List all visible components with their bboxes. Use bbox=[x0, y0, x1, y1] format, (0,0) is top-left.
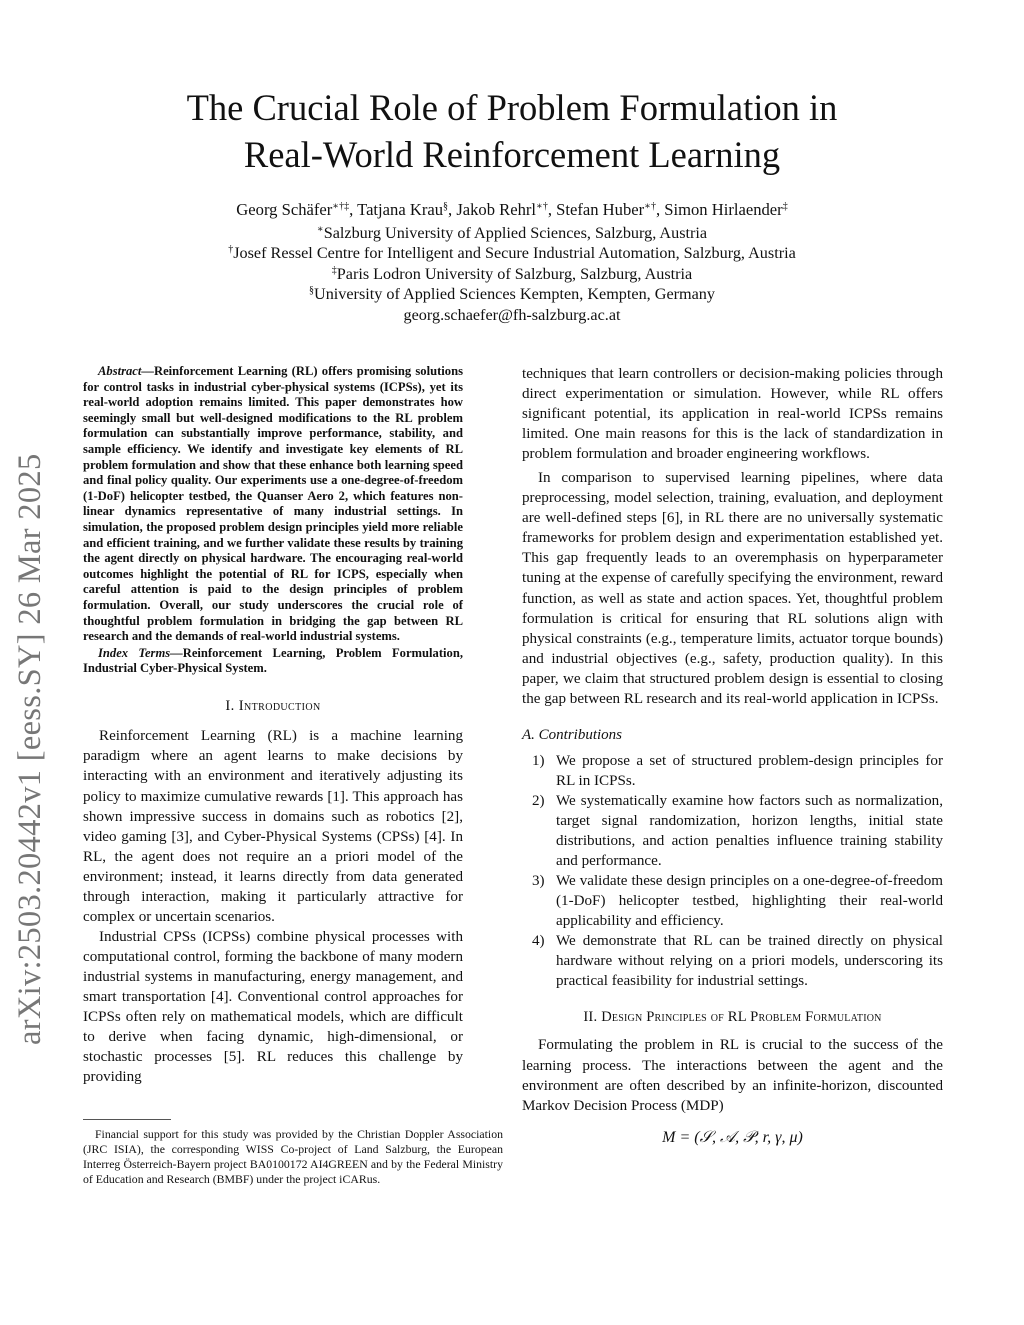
contribution-number: 3) bbox=[532, 873, 545, 890]
contribution-text: We systematically examine how factors such as normalization, target signal randomization, horizon lengths, initial state distributions, and action penalties influence training stability and performance. bbox=[556, 792, 943, 870]
affiliation-mark: ∗ bbox=[316, 223, 324, 235]
section-heading-design-principles: II. Design Principles of RL Problem Formulation bbox=[583, 1009, 882, 1026]
abstract-label: Abstract— bbox=[98, 364, 154, 378]
intro-paragraph-2: Industrial CPSs (ICPSs) combine physical processes with computational control, forming the backbone of many modern industrial systems in manufacturing, energy management, and smart transportation [4]. Conventional control approaches for ICPSs often rely on mathematical models, which are difficult to derive when facing dynamic, high-dimensional, or stochastic processes [5]. RL reduces this challenge by providing bbox=[83, 928, 463, 1086]
contribution-item bbox=[522, 871, 943, 931]
author-name: Simon Hirlaender bbox=[664, 200, 783, 219]
contributions-list bbox=[522, 751, 943, 992]
author-name: Georg Schäfer bbox=[236, 200, 333, 219]
contribution-text: We demonstrate that RL can be trained directly on physical hardware without relying on a priori models, underscoring its practical feasibility for industrial settings. bbox=[556, 933, 943, 990]
affiliation-text: Josef Ressel Centre for Intelligent and Secure Industrial Automation, Salzburg, Austria bbox=[233, 244, 796, 262]
right-paragraph-2: In comparison to supervised learning pipelines, where data preprocessing, model selection, training, evaluation, and deployment are well-defined steps [6], in RL there are no universally systematic frameworks for problem design and experimentation established yet. This gap frequently leads to an overemphasis on hyperparameter tuning at the expense of carefully specifying the environment, reward function, as well as state and action spaces. Yet, thoughtful problem formulation is critical for ensuring that RL solutions align with physical constraints (e.g., temperature limits, actuator torque bounds) and industrial objectives (e.g., safety, production quality). In this paper, we claim that structured problem design is essential to closing the gap between RL research and its real-world application in ICPSs. bbox=[522, 470, 943, 707]
index-terms bbox=[83, 646, 463, 677]
contribution-number: 1) bbox=[532, 752, 545, 769]
author-affiliation-marks: ‡ bbox=[782, 201, 788, 212]
section-heading-introduction: I. Introduction bbox=[225, 697, 321, 714]
introduction-body bbox=[83, 726, 463, 1087]
affiliation-line bbox=[100, 243, 924, 264]
affiliation-line bbox=[100, 284, 924, 305]
abstract bbox=[83, 364, 463, 645]
author-separator: , bbox=[547, 200, 557, 219]
subsection-heading-contributions: A. Contributions bbox=[522, 726, 623, 743]
affiliation-list bbox=[100, 223, 924, 305]
footnote-rule bbox=[83, 1119, 171, 1120]
left-column bbox=[83, 364, 463, 1087]
contribution-number: 4) bbox=[532, 933, 545, 950]
contribution-text: We propose a set of structured problem-design principles for RL in ICPSs. bbox=[556, 752, 943, 789]
affiliation-mark: † bbox=[228, 244, 234, 255]
affiliation-line bbox=[100, 264, 924, 285]
author-affiliation-marks: ∗†‡ bbox=[332, 201, 350, 212]
intro-paragraph-1: Reinforcement Learning (RL) is a machine learning paradigm where an agent learns to make decisions by interacting with an environment and iteratively adjusting its policy to maximize cumulative rewards [1]. This approach has shown impressive success in domains such as robotics [2], video gaming [3], and Cyber-Physical Systems (CPSs) [4]. In RL, the agent does not require an a priori model of the environment; instead, it learns directly from data generated through interaction, making it particularly attractive for complex or uncertain scenarios. bbox=[83, 728, 463, 925]
right-paragraph-1: techniques that learn controllers or decision-making policies through direct experimentation or simulation. However, while RL offers significant potential, its application in real-world ICPSs remains limited. One main reasons for this is the lack of standardization in problem formulation and broader engineering workflows. bbox=[522, 366, 943, 463]
affiliation-text: Salzburg University of Applied Sciences, Salzburg, Austria bbox=[323, 223, 708, 242]
index-terms-label: Index Terms— bbox=[98, 645, 183, 660]
contribution-item bbox=[522, 931, 943, 991]
author-block bbox=[100, 200, 924, 325]
author-affiliation-marks: ∗† bbox=[644, 201, 656, 212]
author-name: Stefan Huber bbox=[556, 200, 645, 219]
contribution-text: We validate these design principles on a one-degree-of-freedom (1-DoF) helicopter testbed, highlighting their real-world applicability and efficiency. bbox=[556, 873, 943, 930]
section2-paragraph-1: Formulating the problem in RL is crucial to the success of the learning process. The interactions between the agent and the environment are often described by an infinite-horizon, discounted Markov Decision Process (MDP) bbox=[522, 1037, 943, 1114]
abstract-text: Reinforcement Learning (RL) offers promising solutions for control tasks in industrial cyber-physical systems (ICPSs), yet its real-world adoption remains limited. This paper demonstrates how seemingly small but well-designed modifications to the RL problem formulation can substantially improve performance, stability, and sample efficiency. We identify and investigate key elements of RL problem formulation and show that these enhance both learning speed and final policy quality. Our experiments use a one-degree-of-freedom (1-DoF) helicopter testbed, the Quanser Aero 2, which features non-linear dynamics representative of many industrial settings. In simulation, the proposed problem design principles yield more reliable and efficient training, and we further validate these results by training the agent directly on physical hardware. The encouraging real-world outcomes highlight the potential of RL for ICPS, especially when careful attention is paid to the design principles of problem formulation. Overall, our study underscores the crucial role of thoughtful problem formulation in bridging the gap between RL research and the demands of real-world industrial systems. bbox=[83, 364, 463, 644]
author-separator: , bbox=[448, 200, 457, 219]
author-name: Jakob Rehrl bbox=[456, 200, 537, 219]
author-name: Tatjana Krau bbox=[357, 200, 444, 219]
arxiv-identifier: arXiv:2503.20442v1 [eess.SY] 26 Mar 2025 bbox=[12, 453, 48, 1045]
paper-title bbox=[80, 84, 944, 178]
contribution-number: 2) bbox=[532, 792, 545, 809]
funding-footnote: Financial support for this study was provided by the Christian Doppler Association (JRC ISIA), the corresponding WISS Co-project of Land Salzburg, the European Interreg Österreich-Bayern project BA0100172 AI4GREEN and by the Federal Ministry of Education and Research (BMBF) under the project iCARus. bbox=[83, 1127, 503, 1186]
affiliation-text: University of Applied Sciences Kempten, Kempten, Germany bbox=[314, 285, 715, 303]
author-affiliation-marks: ∗† bbox=[536, 201, 548, 212]
affiliation-line bbox=[100, 223, 924, 244]
affiliation-mark: ‡ bbox=[331, 264, 337, 276]
title-line-2: Real-World Reinforcement Learning bbox=[243, 134, 781, 175]
affiliation-mark: § bbox=[309, 285, 314, 296]
mdp-equation: M = (𝒮, 𝒜, 𝒫, r, γ, μ) bbox=[662, 1128, 803, 1146]
contribution-item bbox=[522, 791, 943, 871]
author-email: georg.schaefer@fh-salzburg.ac.at bbox=[403, 305, 621, 324]
right-column bbox=[522, 364, 943, 1148]
affiliation-text: Paris Lodron University of Salzburg, Salzburg, Austria bbox=[336, 264, 693, 283]
author-affiliation-marks: § bbox=[443, 201, 449, 212]
author-separator: , bbox=[349, 200, 358, 219]
index-terms-text: Reinforcement Learning, Problem Formulation, Industrial Cyber-Physical System. bbox=[83, 645, 463, 676]
title-line-1: The Crucial Role of Problem Formulation in bbox=[186, 87, 838, 128]
contribution-item bbox=[522, 751, 943, 791]
author-separator: , bbox=[655, 200, 665, 219]
author-names bbox=[100, 200, 924, 221]
